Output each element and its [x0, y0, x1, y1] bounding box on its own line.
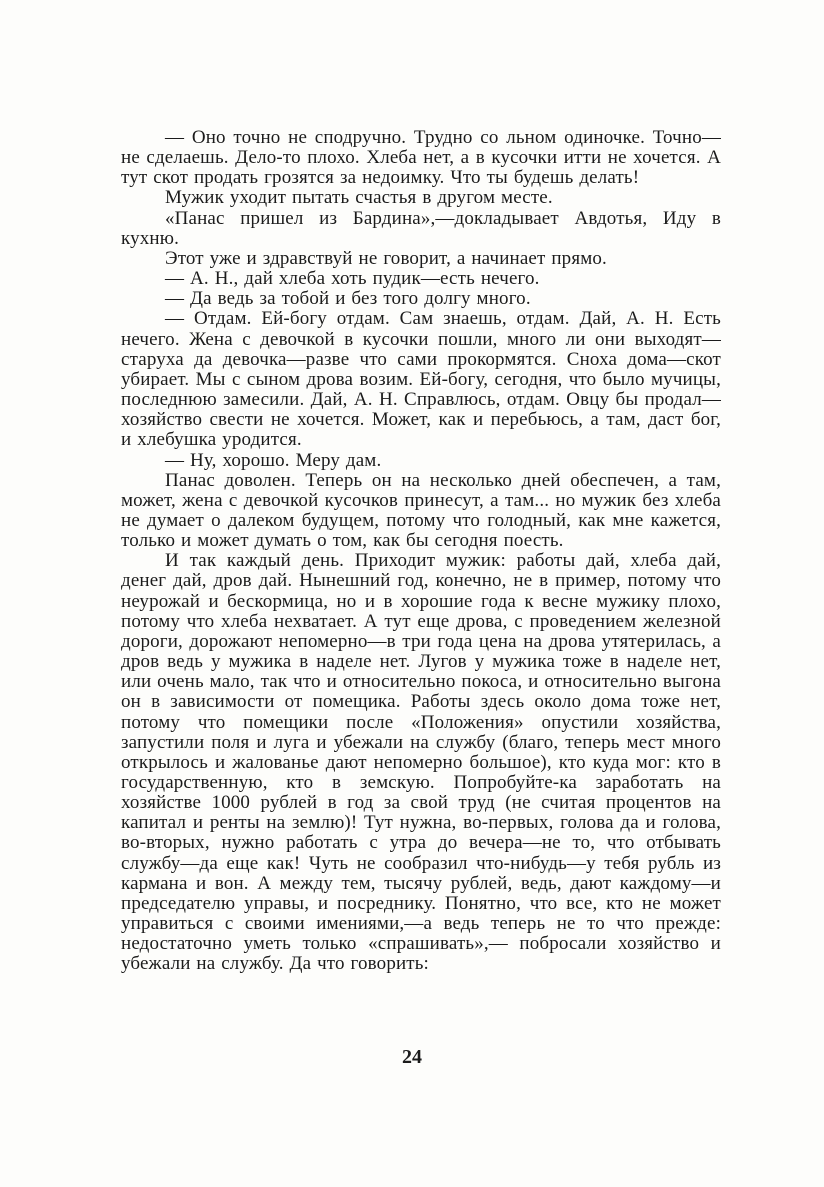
paragraph-10: И так каждый день. Приходит мужик: работы дай, хлеба дай, денег дай, дров дай. Нынешний год, конечно, не в пример, потому что неурожай и бескормица, но и в хорошие года к весне мужику плохо, потому что хлеба нехватает. А тут еще дрова, с проведением железной дороги, дорожают непомерно—в три года цена на дрова утятерилась, а дров ведь у мужика в наделе нет. Лугов у мужика тоже в наделе нет, или очень мало, так что и относительно покоса, и относительно выгона он в зависимости от помещика. Работы здесь около дома тоже нет, потому что помещики после «Положения» опустили хозяйства, запустили поля и луга и убежали на службу (благо, теперь мест много открылось и жалованье дают непомерно большое), кто куда мог: кто в государственную, кто в земскую. Попробуйте-ка заработать на хозяйстве 1000 рублей в год за свой труд (не считая процентов на капитал и ренты на землю)! Тут нужна, во-первых, голова да и голова, во-вторых, нужно работать с утра до вечера—не то, что отбывать службу—да еще как! Чуть не сообразил что-нибудь—у тебя рубль из кармана и вон. А между тем, тысячу рублей, ведь, дают каждому—и председателю управы, и посреднику. Понятно, что все, кто не может управиться с своими имениями,—а ведь теперь не то что прежде: недостаточно уметь только «спрашивать»,— побросали хозяйство и убежали на службу. Да что говорить: — [121, 550, 721, 975]
paragraph-9: Панас доволен. Теперь он на несколько дней обеспечен, а там, может, жена с девочкой кусочков принесут, а там... но мужик без хлеба не думает о далеком будущем, потому что голодный, как мне кажется, только и может думать о том, как бы сегодня поесть. — [121, 469, 721, 552]
body-text — [121, 128, 721, 975]
paragraph-4: Этот уже и здравствуй не говорит, а начинает прямо. — [165, 247, 607, 269]
paragraph-3: «Панас пришел из Бардина»,—докладывает Авдотья, Иду в кухню. — [121, 207, 721, 249]
paragraph-6: — Да ведь за тобой и без того долгу много. — [165, 288, 531, 310]
page-number: 24 — [402, 1046, 422, 1068]
paragraph-5: — А. Н., дай хлеба хоть пудик—есть нечего. — [165, 268, 540, 290]
paragraph-1: — Оно точно не сподручно. Трудно со льном одиночке. Точно—не сделаешь. Дело-то плохо. Хлеба нет, а в кусочки итти не хочется. А тут скот продать грозятся за недоимку. Что ты будешь делать! — [121, 127, 721, 189]
paragraph-8: — Ну, хорошо. Меру дам. — [165, 449, 382, 471]
paragraph-7: — Отдам. Ей-богу отдам. Сам знаешь, отдам. Дай, А. Н. Есть нечего. Жена с девочкой в кусочки пошли, много ли они выходят—старуха да девочка—разве что сами прокормятся. Сноха дома—скот убирает. Мы с сыном дрова возим. Ей-богу, сегодня, что было мучицы, последнюю замесили. Дай, А. Н. Справлюсь, отдам. Овцу бы продал—хозяйство свести не хочется. Может, как и перебьюсь, а там, даст бог, и хлебушка уродится. — [121, 308, 721, 451]
paragraph-2: Мужик уходит пытать счастья в другом месте. — [165, 187, 553, 209]
